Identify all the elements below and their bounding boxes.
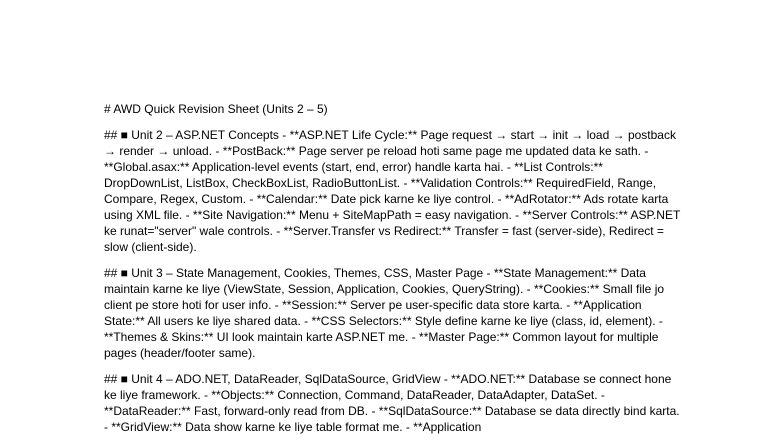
unit-4-paragraph: ## ■ Unit 4 – ADO.NET, DataReader, SqlDataSource, GridView - **ADO.NET:** Database se connect hone ke liye framework. - **Objects:** Connection, Command, DataReader, DataAdapter, DataSet. - **DataReader:** Fast, forward-only read from DB. - **SqlDataSource:** Database se data directly bind karta. - **GridView:** Data show karne ke liye table format me. - **Application: [104, 372, 680, 434]
unit-2-paragraph: ## ■ Unit 2 – ASP.NET Concepts - **ASP.NET Life Cycle:** Page request → start → init → load → postback → render → unload. - **PostBack:** Page server pe reload hoti same page me updated data ke sath. - **Global.asax:** Application-level events (start, end, error) handle karta hai. - **List Controls:** DropDownList, ListBox, CheckBoxList, RadioButtonList. - **Validation Controls:** RequiredField, Range, Compare, Regex, Custom. - **Calendar:** Date pick karne ke liye control. - **AdRotator:** Ads rotate karta using XML file. - **Site Navigation:** Menu + SiteMapPath = easy navigation. - **Server Controls:** ASP.NET ke runat="server" wale controls. - **Server.Transfer vs Redirect:** Transfer = fast (server-side), Redirect = slow (client-side).: [104, 128, 681, 254]
document-body: [104, 101, 684, 441]
unit-3-paragraph: ## ■ Unit 3 – State Management, Cookies, Themes, CSS, Master Page - **State Management:** Data maintain karne ke liye (ViewState, Session, Application, Cookies, QueryString). - **Cookies:** Small file jo client pe store hoti for user info. - **Session:** Server pe user-specific data store karta. - **Application State:** All users ke liye shared data. - **CSS Selectors:** Style define karne ke liye (class, id, element). - **Themes & Skins:** UI look maintain karte ASP.NET me. - **Master Page:** Common layout for multiple pages (header/footer same).: [104, 266, 665, 360]
document-title: # AWD Quick Revision Sheet (Units 2 – 5): [104, 102, 328, 116]
